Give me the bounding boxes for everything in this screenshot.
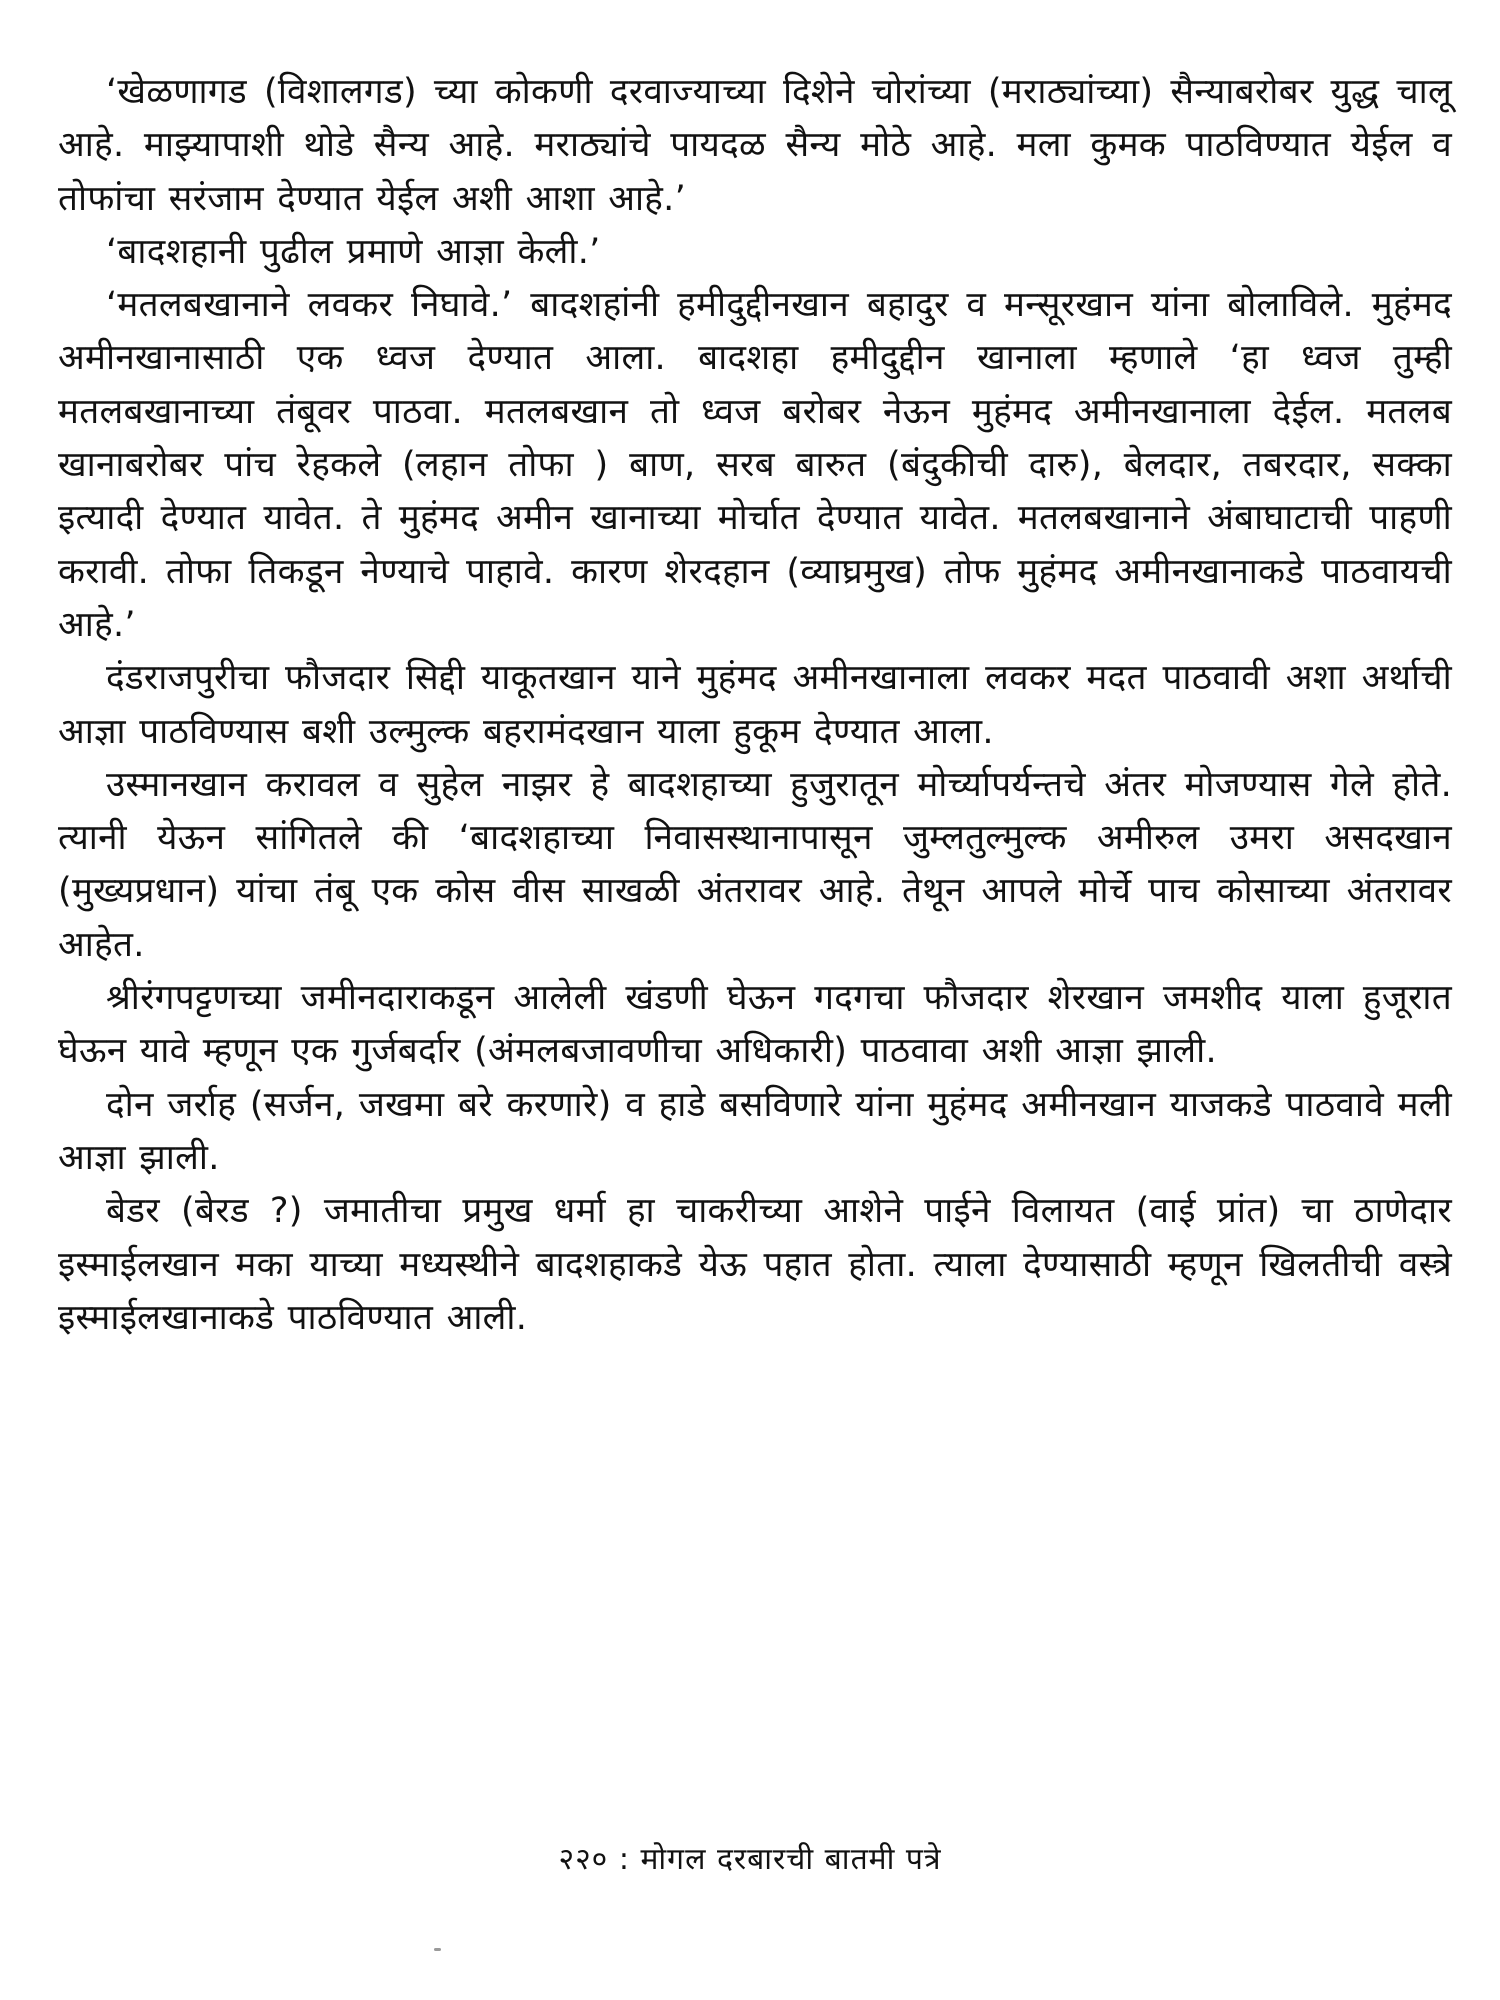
scan-speck xyxy=(434,1948,441,1951)
paragraph-1: ‘खेळणागड (विशालगड) च्या कोकणी दरवाज्याच्या दिशेने चोरांच्या (मराठ्यांच्या) सैन्याबरोबर युद्ध चालू आहे. माझ्यापाशी थोडे सैन्य आहे. मराठ्यांचे पायदळ सैन्य मोठे आहे. मला कुमक पाठविण्यात येईल व तोफांचा सरंजाम देण्यात येईल अशी आशा आहे.’ xyxy=(58,72,1452,219)
paragraph-6: श्रीरंगपट्टणच्या जमीनदाराकडून आलेली खंडणी घेऊन गदगचा फौजदार शेरखान जमशीद याला हुजूरात घेऊन यावे म्हणून एक गुर्जबर्दार (अंमलबजावणीचा अधिकारी) पाठवावा अशी आज्ञा झाली. xyxy=(58,978,1452,1072)
paragraph-2: ‘बादशहानी पुढील प्रमाणे आज्ञा केली.’ xyxy=(106,231,601,272)
body-text xyxy=(58,66,1452,1345)
paragraph-5: उस्मानखान करावल व सुहेल नाझर हे बादशहाच्या हुजुरातून मोर्च्यापर्यन्तचे अंतर मोजण्यास गेले होते. त्यानी येऊन सांगितले की ‘बादशहाच्या निवासस्थानापासून जुम्लतुल्मुल्क अमीरुल उमरा असदखान (मुख्यप्रधान) यांचा तंबू एक कोस वीस साखळी अंतरावर आहे. तेथून आपले मोर्चे पाच कोसाच्या अंतरावर आहेत. xyxy=(58,764,1452,965)
paragraph-4: दंडराजपुरीचा फौजदार सिद्दी याकूतखान याने मुहंमद अमीनखानाला लवकर मदत पाठवावी अशा अर्थाची आज्ञा पाठविण्यास बशी उल्मुल्क बहरामंदखान याला हुकूम देण्यात आला. xyxy=(58,658,1452,752)
paragraph-8: बेडर (बेरड ?) जमातीचा प्रमुख धर्मा हा चाकरीच्या आशेने पाईने विलायत (वाई प्रांत) चा ठाणेदार इस्माईलखान मका याच्या मध्यस्थीने बादशहाकडे येऊ पहात होता. त्याला देण्यासाठी म्हणून खिलतीची वस्त्रे इस्माईलखानाकडे पाठविण्यात आली. xyxy=(58,1191,1452,1338)
paragraph-3: ‘मतलबखानाने लवकर निघावे.’ बादशहांनी हमीदुद्दीनखान बहादुर व मन्सूरखान यांना बोलाविले. मुहंमद अमीनखानासाठी एक ध्वज देण्यात आला. बादशहा हमीदुद्दीन खानाला म्हणाले ‘हा ध्वज तुम्ही मतलबखानाच्या तंबूवर पाठवा. मतलबखान तो ध्वज बरोबर नेऊन मुहंमद अमीनखानाला देईल. मतलब खानाबरोबर पांच रेहकले (लहान तोफा ) बाण, सरब बारुत (बंदुकीची दारु), बेलदार, तबरदार, सक्का इत्यादी देण्यात यावेत. ते मुहंमद अमीन खानाच्या मोर्चात देण्यात यावेत. मतलबखानाने अंबाघाटाची पाहणी करावी. तोफा तिकडून नेण्याचे पाहावे. कारण शेरदहान (व्याघ्रमुख) तोफ मुहंमद अमीनखानाकडे पाठवायची आहे.’ xyxy=(58,285,1452,645)
paragraph-7: दोन जर्राह (सर्जन, जखमा बरे करणारे) व हाडे बसविणारे यांना मुहंमद अमीनखान याजकडे पाठवावे मली आज्ञा झाली. xyxy=(58,1084,1452,1178)
page-footer: २२० : मोगल दरबारची बातमी पत्रे xyxy=(558,1842,942,1877)
